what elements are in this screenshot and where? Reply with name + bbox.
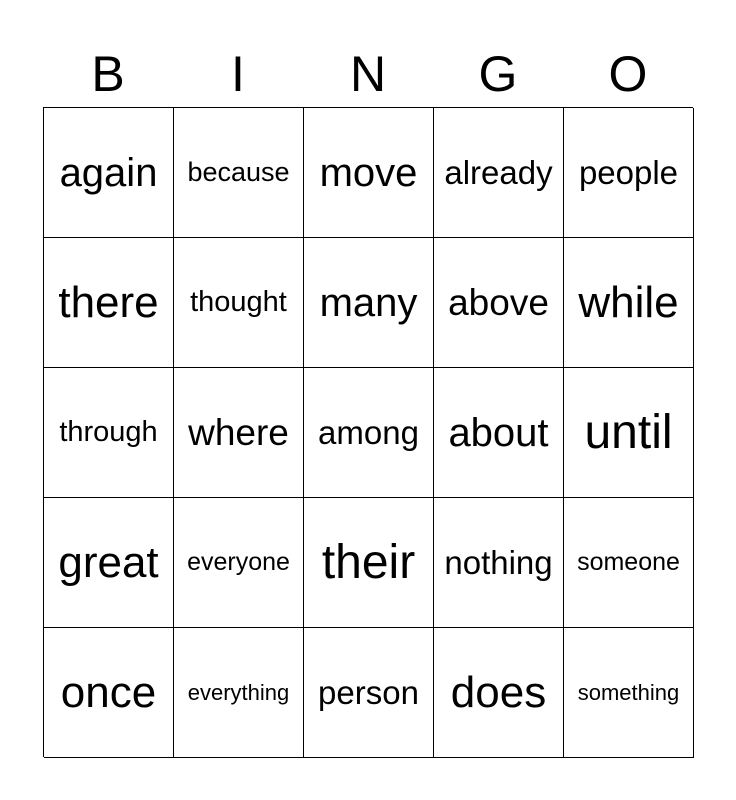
bingo-cell[interactable]: their <box>304 498 434 628</box>
bingo-cell[interactable]: someone <box>564 498 694 628</box>
bingo-cell[interactable]: does <box>434 628 564 758</box>
bingo-board <box>43 107 693 757</box>
bingo-cell[interactable]: already <box>434 108 564 238</box>
bingo-cell[interactable]: everything <box>174 628 304 758</box>
bingo-cell[interactable]: once <box>44 628 174 758</box>
bingo-cell[interactable]: about <box>434 368 564 498</box>
bingo-cell[interactable]: thought <box>174 238 304 368</box>
bingo-cell[interactable]: people <box>564 108 694 238</box>
bingo-cell[interactable]: move <box>304 108 434 238</box>
bingo-cell[interactable]: something <box>564 628 694 758</box>
bingo-cell[interactable]: where <box>174 368 304 498</box>
bingo-cell[interactable]: nothing <box>434 498 564 628</box>
bingo-header <box>43 40 693 108</box>
bingo-cell[interactable]: above <box>434 238 564 368</box>
header-letter-o: O <box>608 46 648 102</box>
header-letter-i: I <box>231 46 245 102</box>
header-letter-g: G <box>478 46 518 102</box>
header-letter-n: N <box>349 46 387 102</box>
bingo-cell[interactable]: through <box>44 368 174 498</box>
bingo-cell[interactable]: because <box>174 108 304 238</box>
bingo-cell[interactable]: many <box>304 238 434 368</box>
header-letter-b: B <box>91 46 125 102</box>
bingo-cell[interactable]: there <box>44 238 174 368</box>
bingo-cell[interactable]: while <box>564 238 694 368</box>
bingo-cell[interactable]: again <box>44 108 174 238</box>
bingo-cell[interactable]: great <box>44 498 174 628</box>
bingo-cell[interactable]: everyone <box>174 498 304 628</box>
bingo-cell[interactable]: until <box>564 368 694 498</box>
bingo-cell[interactable]: among <box>304 368 434 498</box>
bingo-cell[interactable]: person <box>304 628 434 758</box>
